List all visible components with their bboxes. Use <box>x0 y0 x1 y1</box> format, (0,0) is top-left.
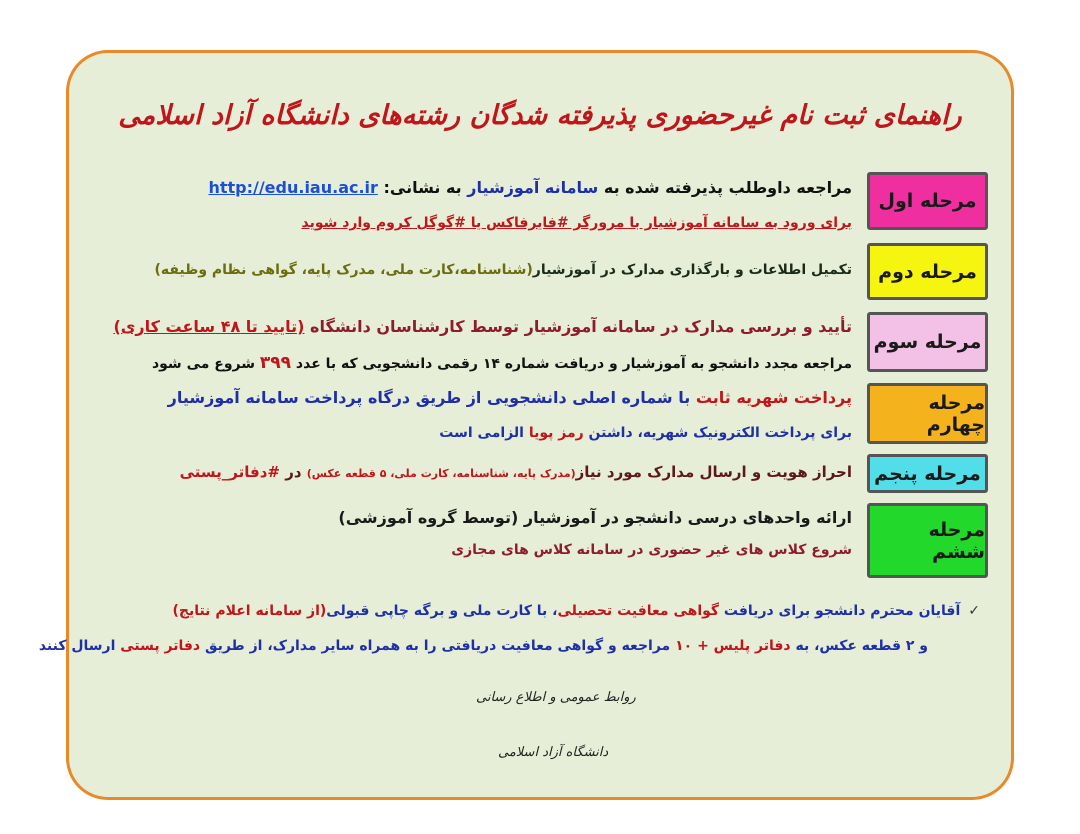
note2-text: و ۲ قطعه عکس، به <box>790 638 928 654</box>
step3-line1 <box>113 317 852 336</box>
signature-line2: دانشگاه آزاد اسلامی <box>498 745 609 760</box>
step4-line2 <box>439 425 852 441</box>
step-badge-3 <box>867 312 988 372</box>
step4-line2-tail: الزامی است <box>439 425 529 441</box>
step3-text: تأیید و بررسی مدارک در سامانه آموزشیار توسط کارشناسان دانشگاه <box>304 317 852 336</box>
police-offices: دفاتر پلیس + ۱۰ <box>675 638 791 654</box>
note1-text-b: ، با کارت ملی و برگه چاپی قبولی <box>326 603 558 619</box>
step-label-1: مرحله اول <box>878 190 977 212</box>
step4-line1 <box>168 388 852 407</box>
step-badge-2 <box>867 243 988 300</box>
system-url-link[interactable]: http://edu.iau.ac.ir <box>208 178 378 197</box>
post-offices: دفاتر پستی <box>120 638 201 654</box>
step-badge-6 <box>867 503 988 578</box>
step3-approval-time: (تایید تا ۴۸ ساعت کاری) <box>113 317 305 336</box>
step3-line2 <box>152 353 852 373</box>
system-name: سامانه آموزشیار <box>467 178 599 197</box>
checkmark-icon: ✓ <box>968 603 980 619</box>
step4-text: با شماره اصلی دانشجویی از طریق درگاه پرداخت سامانه آموزشیار <box>167 388 696 407</box>
step5-text: احراز هویت و ارسال مدارک مورد نیاز <box>575 463 852 481</box>
step4-line2-text: برای پرداخت الکترونیک شهریه، داشتن <box>583 425 852 441</box>
note2-text-b: مراجعه و گواهی معافیت دریافتی را به همراه سایر مدارک، از طریق <box>200 638 676 654</box>
step-label-6: مرحله ششم <box>928 518 985 563</box>
page-title: راهنمای ثبت نام غیرحضوری پذیرفته شدگان رشته‌های دانشگاه آزاد اسلامی <box>118 100 962 131</box>
step2-text: تکمیل اطلاعات و بارگذاری مدارک در آموزشیار <box>532 262 852 278</box>
step1-tail: به نشانی: <box>377 178 468 197</box>
step5-mid: در <box>279 463 307 481</box>
step6-line1: ارائه واحدهای درسی دانشجو در آموزشیار (توسط گروه آموزشی) <box>338 508 852 527</box>
step1-text: مراجعه داوطلب پذیرفته شده به <box>598 178 852 197</box>
step-badge-5 <box>867 454 988 493</box>
student-number-prefix: ۳۹۹ <box>259 353 292 373</box>
note-line1 <box>172 603 980 619</box>
step3-line2-text: مراجعه مجدد دانشجو به آموزشیار و دریافت شماره ۱۴ رقمی دانشجویی که با عدد <box>291 356 852 372</box>
step5-line1 <box>180 463 852 481</box>
note-line2 <box>39 638 928 654</box>
signature-line1: روابط عمومی و اطلاع رسانی <box>476 690 636 705</box>
step-badge-1 <box>867 172 988 230</box>
post-offices-tag: #دفاتر_پستی <box>179 463 280 481</box>
step1-line1 <box>208 178 852 197</box>
step6-line2: شروع کلاس های غیر حضوری در سامانه کلاس های مجازی <box>451 542 852 558</box>
note1-text: آقایان محترم دانشجو برای دریافت <box>719 603 961 619</box>
step-label-4: مرحله چهارم <box>926 391 985 436</box>
fixed-tuition: پرداخت شهریه ثابت <box>695 388 852 407</box>
dynamic-password: رمز پویا <box>528 425 584 441</box>
step3-line2-tail: شروع می شود <box>151 356 260 372</box>
step2-line1 <box>154 262 852 278</box>
step-label-3: مرحله سوم <box>873 331 982 353</box>
step-label-2: مرحله دوم <box>878 260 977 283</box>
note2-tail: ارسال کنند <box>38 638 121 654</box>
step2-paren: (شناسنامه،کارت ملی، مدرک پایه، گواهی نظام وظیفه) <box>154 262 533 278</box>
step5-documents: (مدرک پایه، شناسنامه، کارت ملی، ۵ قطعه عکس) <box>306 467 576 480</box>
step-label-5: مرحله پنجم <box>874 462 981 485</box>
step-badge-4 <box>867 383 988 444</box>
note1-paren: (از سامانه اعلام نتایج) <box>172 603 327 619</box>
exemption-certificate: گواهی معافیت تحصیلی <box>557 603 720 619</box>
step1-line2: برای ورود به سامانه آموزشیار با مرورگر #فایرفاکس یا #گوگل کروم وارد شوید <box>301 215 852 231</box>
